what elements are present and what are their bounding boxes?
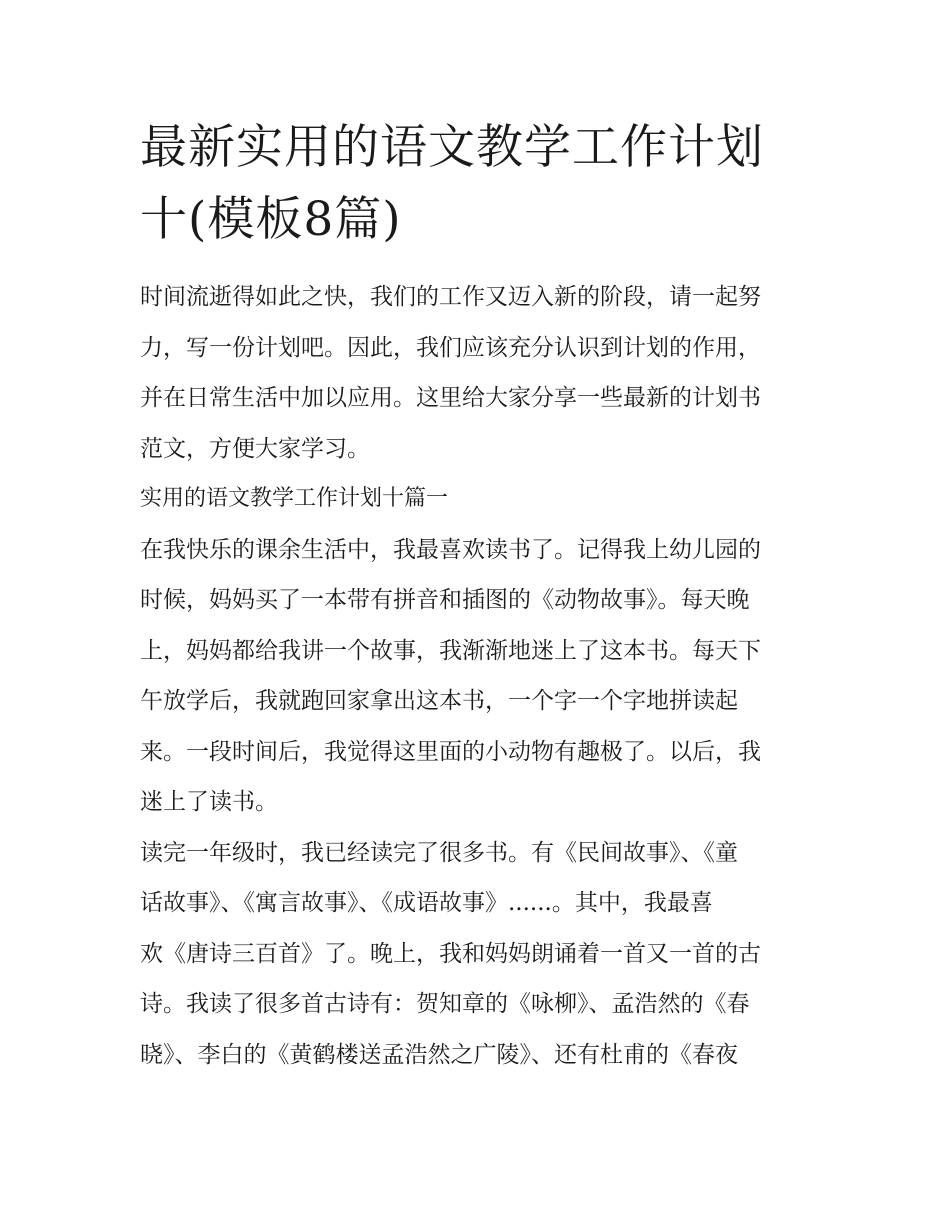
intro-paragraph	[140, 272, 812, 474]
title-line: 十(模板8篇)	[140, 192, 402, 247]
paragraph-line: 话故事》、《寓言故事》、《成语故事》......。其中，我最喜	[140, 890, 713, 916]
paragraph-line: 来。一段时间后，我觉得这里面的小动物有趣极了。以后，我	[140, 738, 761, 765]
paragraph-line: 上，妈妈都给我讲一个故事，我渐渐地迷上了这本书。每天下	[140, 637, 761, 664]
paragraph-line: 在我快乐的课余生活中，我最喜欢读书了。记得我上幼儿园的	[140, 536, 761, 563]
body-paragraph-1	[140, 525, 812, 828]
paragraph-line: 迷上了读书。	[140, 789, 278, 815]
body-paragraph-2	[140, 828, 812, 1081]
paragraph-line: 诗。我读了很多首古诗有：贺知章的《咏柳》、孟浩然的《春	[140, 991, 750, 1017]
document-title	[140, 112, 812, 256]
paragraph-line: 欢《唐诗三百首》了。晚上，我和妈妈朗诵着一首又一首的古	[140, 940, 761, 967]
paragraph-line: 并在日常生活中加以应用。这里给大家分享一些最新的计划书	[140, 385, 761, 411]
paragraph-line: 晓》、李白的《黄鹤楼送孟浩然之广陵》、还有杜甫的《春夜	[140, 1041, 738, 1068]
paragraph-line: 范文，方便大家学习。	[140, 435, 370, 462]
section-heading: 实用的语文教学工作计划十篇一	[140, 486, 449, 511]
paragraph-line: 时候，妈妈买了一本带有拼音和插图的《动物故事》。每天晚	[140, 587, 750, 613]
paragraph-line: 读完一年级时，我已经读完了很多书。有《民间故事》、《童	[140, 839, 738, 866]
paragraph-line: 时间流逝得如此之快，我们的工作又迈入新的阶段，请一起努	[140, 284, 761, 310]
title-line: 最新实用的语文教学工作计划	[140, 120, 764, 175]
document-page	[140, 112, 812, 1080]
paragraph-line: 午放学后，我就跑回家拿出这本书，一个字一个字地拼读起	[140, 688, 738, 714]
paragraph-line: 力，写一份计划吧。因此，我们应该充分认识到计划的作用，	[140, 334, 761, 361]
